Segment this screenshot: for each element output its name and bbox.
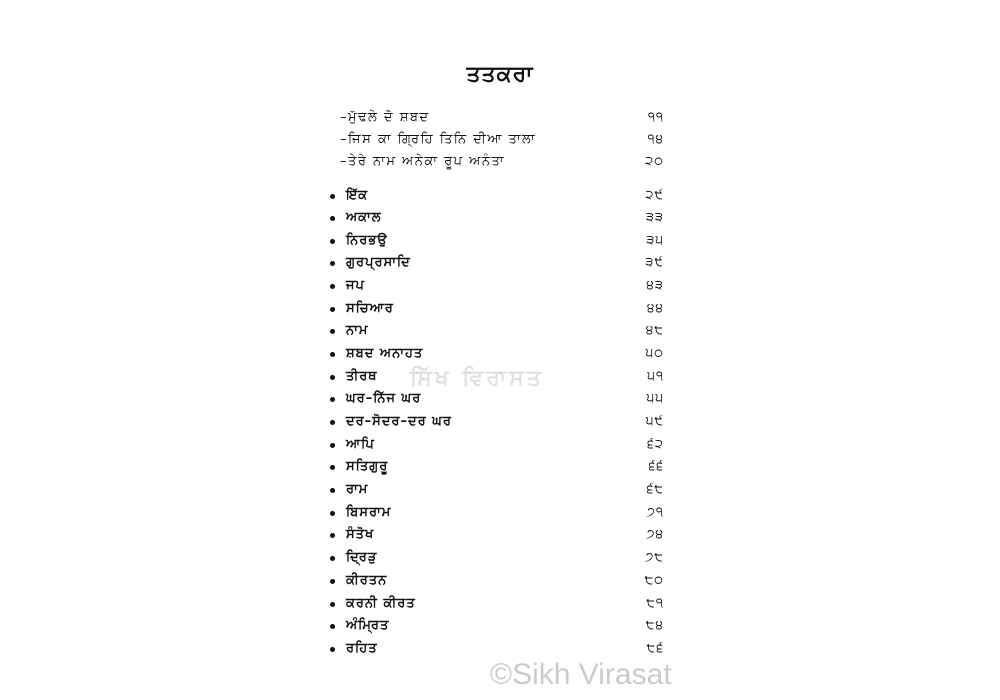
toc-entry-row[interactable] bbox=[330, 525, 670, 545]
toc-page-number: ੩੯ bbox=[645, 255, 664, 270]
bullet-icon bbox=[330, 465, 335, 470]
toc-entry-label: –ਜਿਸ ਕਾ ਗ੍ਰਿਹਿ ਤਿਨਿ ਦੀਆ ਤਾਲਾ bbox=[340, 132, 537, 147]
toc-page-number: ੫੦ bbox=[645, 346, 664, 361]
toc-entry-label: ਕਰਨੀ ਕੀਰਤ bbox=[346, 596, 416, 611]
bullet-icon bbox=[330, 420, 335, 425]
toc-entry-row[interactable] bbox=[330, 253, 670, 273]
bullet-icon bbox=[330, 261, 335, 266]
toc-entry-label: ਬਿਸਰਾਮ bbox=[346, 505, 392, 520]
toc-page-number: ੩੫ bbox=[646, 233, 664, 248]
toc-page-number: ੧੧ bbox=[647, 110, 664, 125]
toc-page-number: ੮੦ bbox=[644, 573, 664, 588]
toc-page-number: ੩੩ bbox=[645, 210, 664, 225]
toc-entry-row[interactable] bbox=[330, 457, 670, 477]
toc-entry-row[interactable] bbox=[330, 435, 670, 455]
toc-intro-row[interactable] bbox=[330, 152, 670, 172]
toc-entry-label: ਅੰਮ੍ਰਿਤ bbox=[346, 618, 390, 633]
bullet-icon bbox=[330, 375, 335, 380]
toc-entry-label: ਜਪ bbox=[346, 278, 365, 293]
toc-entry-row[interactable] bbox=[330, 389, 670, 409]
toc-page-number: ੧੪ bbox=[647, 132, 664, 147]
toc-entry-label: ਨਾਮ bbox=[346, 323, 369, 338]
bullet-icon bbox=[330, 602, 335, 607]
toc-entry-row[interactable] bbox=[330, 412, 670, 432]
toc-entry-label: ਸਤਿਗੁਰੂ bbox=[346, 459, 389, 474]
toc-page-number: ੬੨ bbox=[647, 437, 664, 452]
copyright-watermark: ©Sikh Virasat bbox=[490, 658, 672, 691]
toc-entry-row[interactable] bbox=[330, 548, 670, 568]
toc-entry-label: ਸ਼ਬਦ ਅਨਾਹਤ bbox=[346, 346, 424, 361]
toc-entry-label: ਦਰ–ਸੋਦਰ–ਦਰ ਘਰ bbox=[346, 414, 452, 429]
toc-page-number: ੮੪ bbox=[645, 618, 664, 633]
toc-page-number: ੮੧ bbox=[646, 596, 664, 611]
toc-entry-label: ਨਿਰਭਉ bbox=[346, 233, 388, 248]
toc-entry-label: ਇੱਕ bbox=[346, 188, 369, 203]
toc-page-number: ੭੧ bbox=[646, 505, 664, 520]
toc-entry-label: ਸੰਤੋਖ bbox=[346, 527, 375, 542]
toc-page-number: ੨੯ bbox=[645, 188, 664, 203]
toc-entry-row[interactable] bbox=[330, 321, 670, 341]
toc-entry-row[interactable] bbox=[330, 616, 670, 636]
watermark-text: ਸਿੱਖ ਵਿਰਾਸਤ bbox=[410, 366, 544, 391]
toc-entry-label: ਰਹਿਤ bbox=[346, 641, 378, 656]
toc-page-number: ੭੮ bbox=[645, 550, 664, 565]
bullet-icon bbox=[330, 216, 335, 221]
toc-entry-label: ਘਰ–ਨਿੱਜ ਘਰ bbox=[346, 391, 422, 406]
toc-entry-label: ਦ੍ਰਿੜੁ bbox=[346, 550, 378, 565]
bullet-icon bbox=[330, 239, 335, 244]
toc-intro-row[interactable] bbox=[330, 108, 670, 128]
bullet-icon bbox=[330, 511, 335, 516]
toc-page-number: ੨੦ bbox=[645, 154, 664, 169]
toc-page-number: ੬੮ bbox=[646, 482, 664, 497]
toc-entry-row[interactable] bbox=[330, 480, 670, 500]
toc-entry-row[interactable] bbox=[330, 208, 670, 228]
toc-entry-label: ਗੁਰਪ੍ਰਸਾਦਿ bbox=[346, 255, 411, 270]
toc-entry-row[interactable] bbox=[330, 503, 670, 523]
toc-entry-row[interactable] bbox=[330, 594, 670, 614]
toc-page-number: ੫੧ bbox=[647, 369, 664, 384]
toc-entry-row[interactable] bbox=[330, 231, 670, 251]
toc-entry-row[interactable] bbox=[330, 299, 670, 319]
toc-entry-label: ਆਪਿ bbox=[346, 437, 375, 452]
toc-entry-label: ਅਕਾਲ bbox=[346, 210, 382, 225]
bullet-icon bbox=[330, 443, 335, 448]
toc-entry-row[interactable] bbox=[330, 344, 670, 364]
bullet-icon bbox=[330, 556, 335, 561]
page-title: ਤਤਕਰਾ bbox=[466, 62, 534, 87]
toc-entry-row[interactable] bbox=[330, 571, 670, 591]
toc-page-number: ੫੫ bbox=[646, 391, 664, 406]
bullet-icon bbox=[330, 194, 335, 199]
toc-page-number: ੭੪ bbox=[646, 527, 664, 542]
bullet-icon bbox=[330, 329, 335, 334]
bullet-icon bbox=[330, 624, 335, 629]
toc-entry-label: ਸਚਿਆਰ bbox=[346, 301, 394, 316]
toc-entry-label: –ਤੇਰੇ ਨਾਮ ਅਨੇਕਾ ਰੂਪ ਅਨੰਤਾ bbox=[340, 154, 505, 169]
toc-page-number: ੫੯ bbox=[645, 414, 664, 429]
toc-page-number: ੮੬ bbox=[646, 641, 664, 656]
toc-page-number: ੪੩ bbox=[646, 278, 664, 293]
bullet-icon bbox=[330, 284, 335, 289]
toc-page-number: ੪੪ bbox=[647, 301, 664, 316]
bullet-icon bbox=[330, 397, 335, 402]
toc-page-number: ੬੬ bbox=[648, 459, 664, 474]
bullet-icon bbox=[330, 647, 335, 652]
toc-page-number: ੪੮ bbox=[645, 323, 664, 338]
toc-entry-label: ਤੀਰਥ bbox=[346, 369, 378, 384]
toc-intro-row[interactable] bbox=[330, 130, 670, 150]
bullet-icon bbox=[330, 307, 335, 312]
toc-entry-row[interactable] bbox=[330, 639, 670, 659]
toc-entry-row[interactable] bbox=[330, 186, 670, 206]
toc-entry-label: –ਮੁੱਢਲੇ ਦੋ ਸ਼ਬਦ bbox=[340, 110, 430, 125]
toc-entry-label: ਰਾਮ bbox=[346, 482, 369, 497]
toc-entry-label: ਕੀਰਤਨ bbox=[346, 573, 388, 588]
bullet-icon bbox=[330, 533, 335, 538]
bullet-icon bbox=[330, 352, 335, 357]
toc-entry-row[interactable] bbox=[330, 276, 670, 296]
bullet-icon bbox=[330, 488, 335, 493]
bullet-icon bbox=[330, 579, 335, 584]
